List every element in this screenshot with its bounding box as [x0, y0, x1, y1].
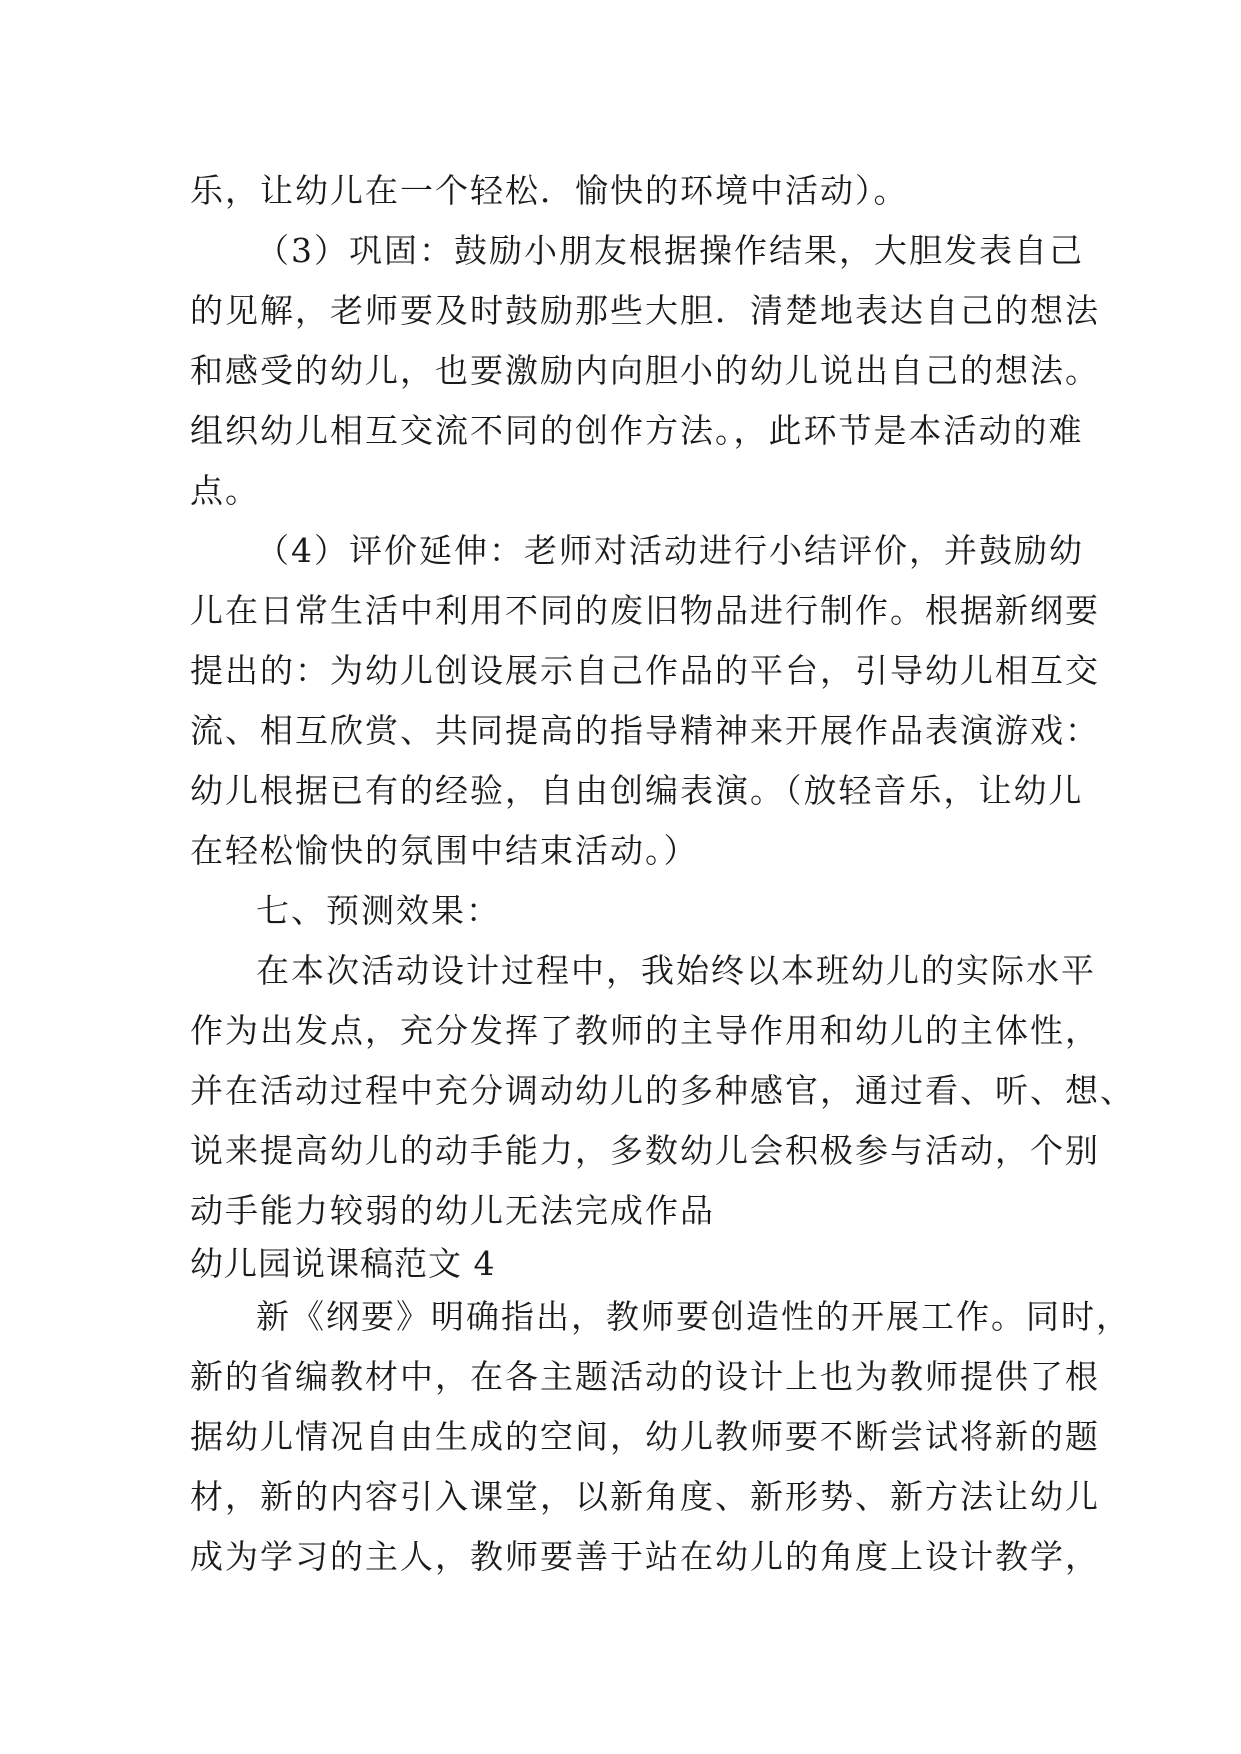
text-line: 新《纲要》明确指出，教师要创造性的开展工作。同时， [256, 1297, 1131, 1336]
text-line: 的见解，老师要及时鼓励那些大胆．清楚地表达自己的想法 [190, 291, 1100, 330]
text-line: 儿在日常生活中利用不同的废旧物品进行制作。根据新纲要 [190, 591, 1100, 630]
text-line: 幼儿根据已有的经验，自由创编表演。（放轻音乐，让幼儿 [190, 771, 1084, 810]
text-line: 动手能力较弱的幼儿无法完成作品 [190, 1191, 715, 1230]
section-heading-prediction: 七、预测效果： [256, 891, 501, 930]
text-line: 说来提高幼儿的动手能力，多数幼儿会积极参与活动，个别 [190, 1131, 1100, 1170]
text-line: 乐，让幼儿在一个轻松．愉快的环境中活动）。 [190, 171, 909, 210]
paragraph-consolidate [190, 221, 1100, 521]
text-line: 提出的：为幼儿创设展示自己作品的平台，引导幼儿相互交 [190, 651, 1100, 690]
document-body [190, 161, 1135, 1587]
paragraph-activity-end [190, 161, 1080, 221]
paragraph-outline [190, 1287, 1131, 1587]
text-line: （4）评价延伸：老师对活动进行小结评价，并鼓励幼 [256, 531, 1084, 570]
text-line: 组织幼儿相互交流不同的创作方法。，此环节是本活动的难 [190, 411, 1084, 450]
text-line: 据幼儿情况自由生成的空间，幼儿教师要不断尝试将新的题 [190, 1417, 1100, 1456]
text-line: 流、相互欣赏、共同提高的指导精神来开展作品表演游戏： [190, 711, 1100, 750]
text-line: 在轻松愉快的氛围中结束活动。） [190, 831, 699, 870]
section-title: 幼儿园说课稿范文 4 [190, 1244, 496, 1283]
text-line: 和感受的幼儿，也要激励内向胆小的幼儿说出自己的想法。 [190, 351, 1100, 390]
paragraph-evaluation [190, 521, 1100, 881]
text-line: 点。 [190, 471, 260, 510]
text-line: （3）巩固：鼓励小朋友根据操作结果，大胆发表自己 [256, 231, 1084, 270]
text-line: 并在活动过程中充分调动幼儿的多种感官，通过看、听、想、 [190, 1071, 1135, 1110]
text-line: 成为学习的主人，教师要善于站在幼儿的角度上设计教学， [190, 1537, 1100, 1576]
text-line: 作为出发点，充分发挥了教师的主导作用和幼儿的主体性， [190, 1011, 1100, 1050]
paragraph-prediction-heading [190, 881, 1080, 941]
text-line: 新的省编教材中，在各主题活动的设计上也为教师提供了根 [190, 1357, 1100, 1396]
text-line: 材，新的内容引入课堂，以新角度、新形势、新方法让幼儿 [190, 1477, 1100, 1516]
paragraph-prediction [190, 941, 1135, 1241]
text-line: 在本次活动设计过程中，我始终以本班幼儿的实际水平 [256, 951, 1096, 990]
